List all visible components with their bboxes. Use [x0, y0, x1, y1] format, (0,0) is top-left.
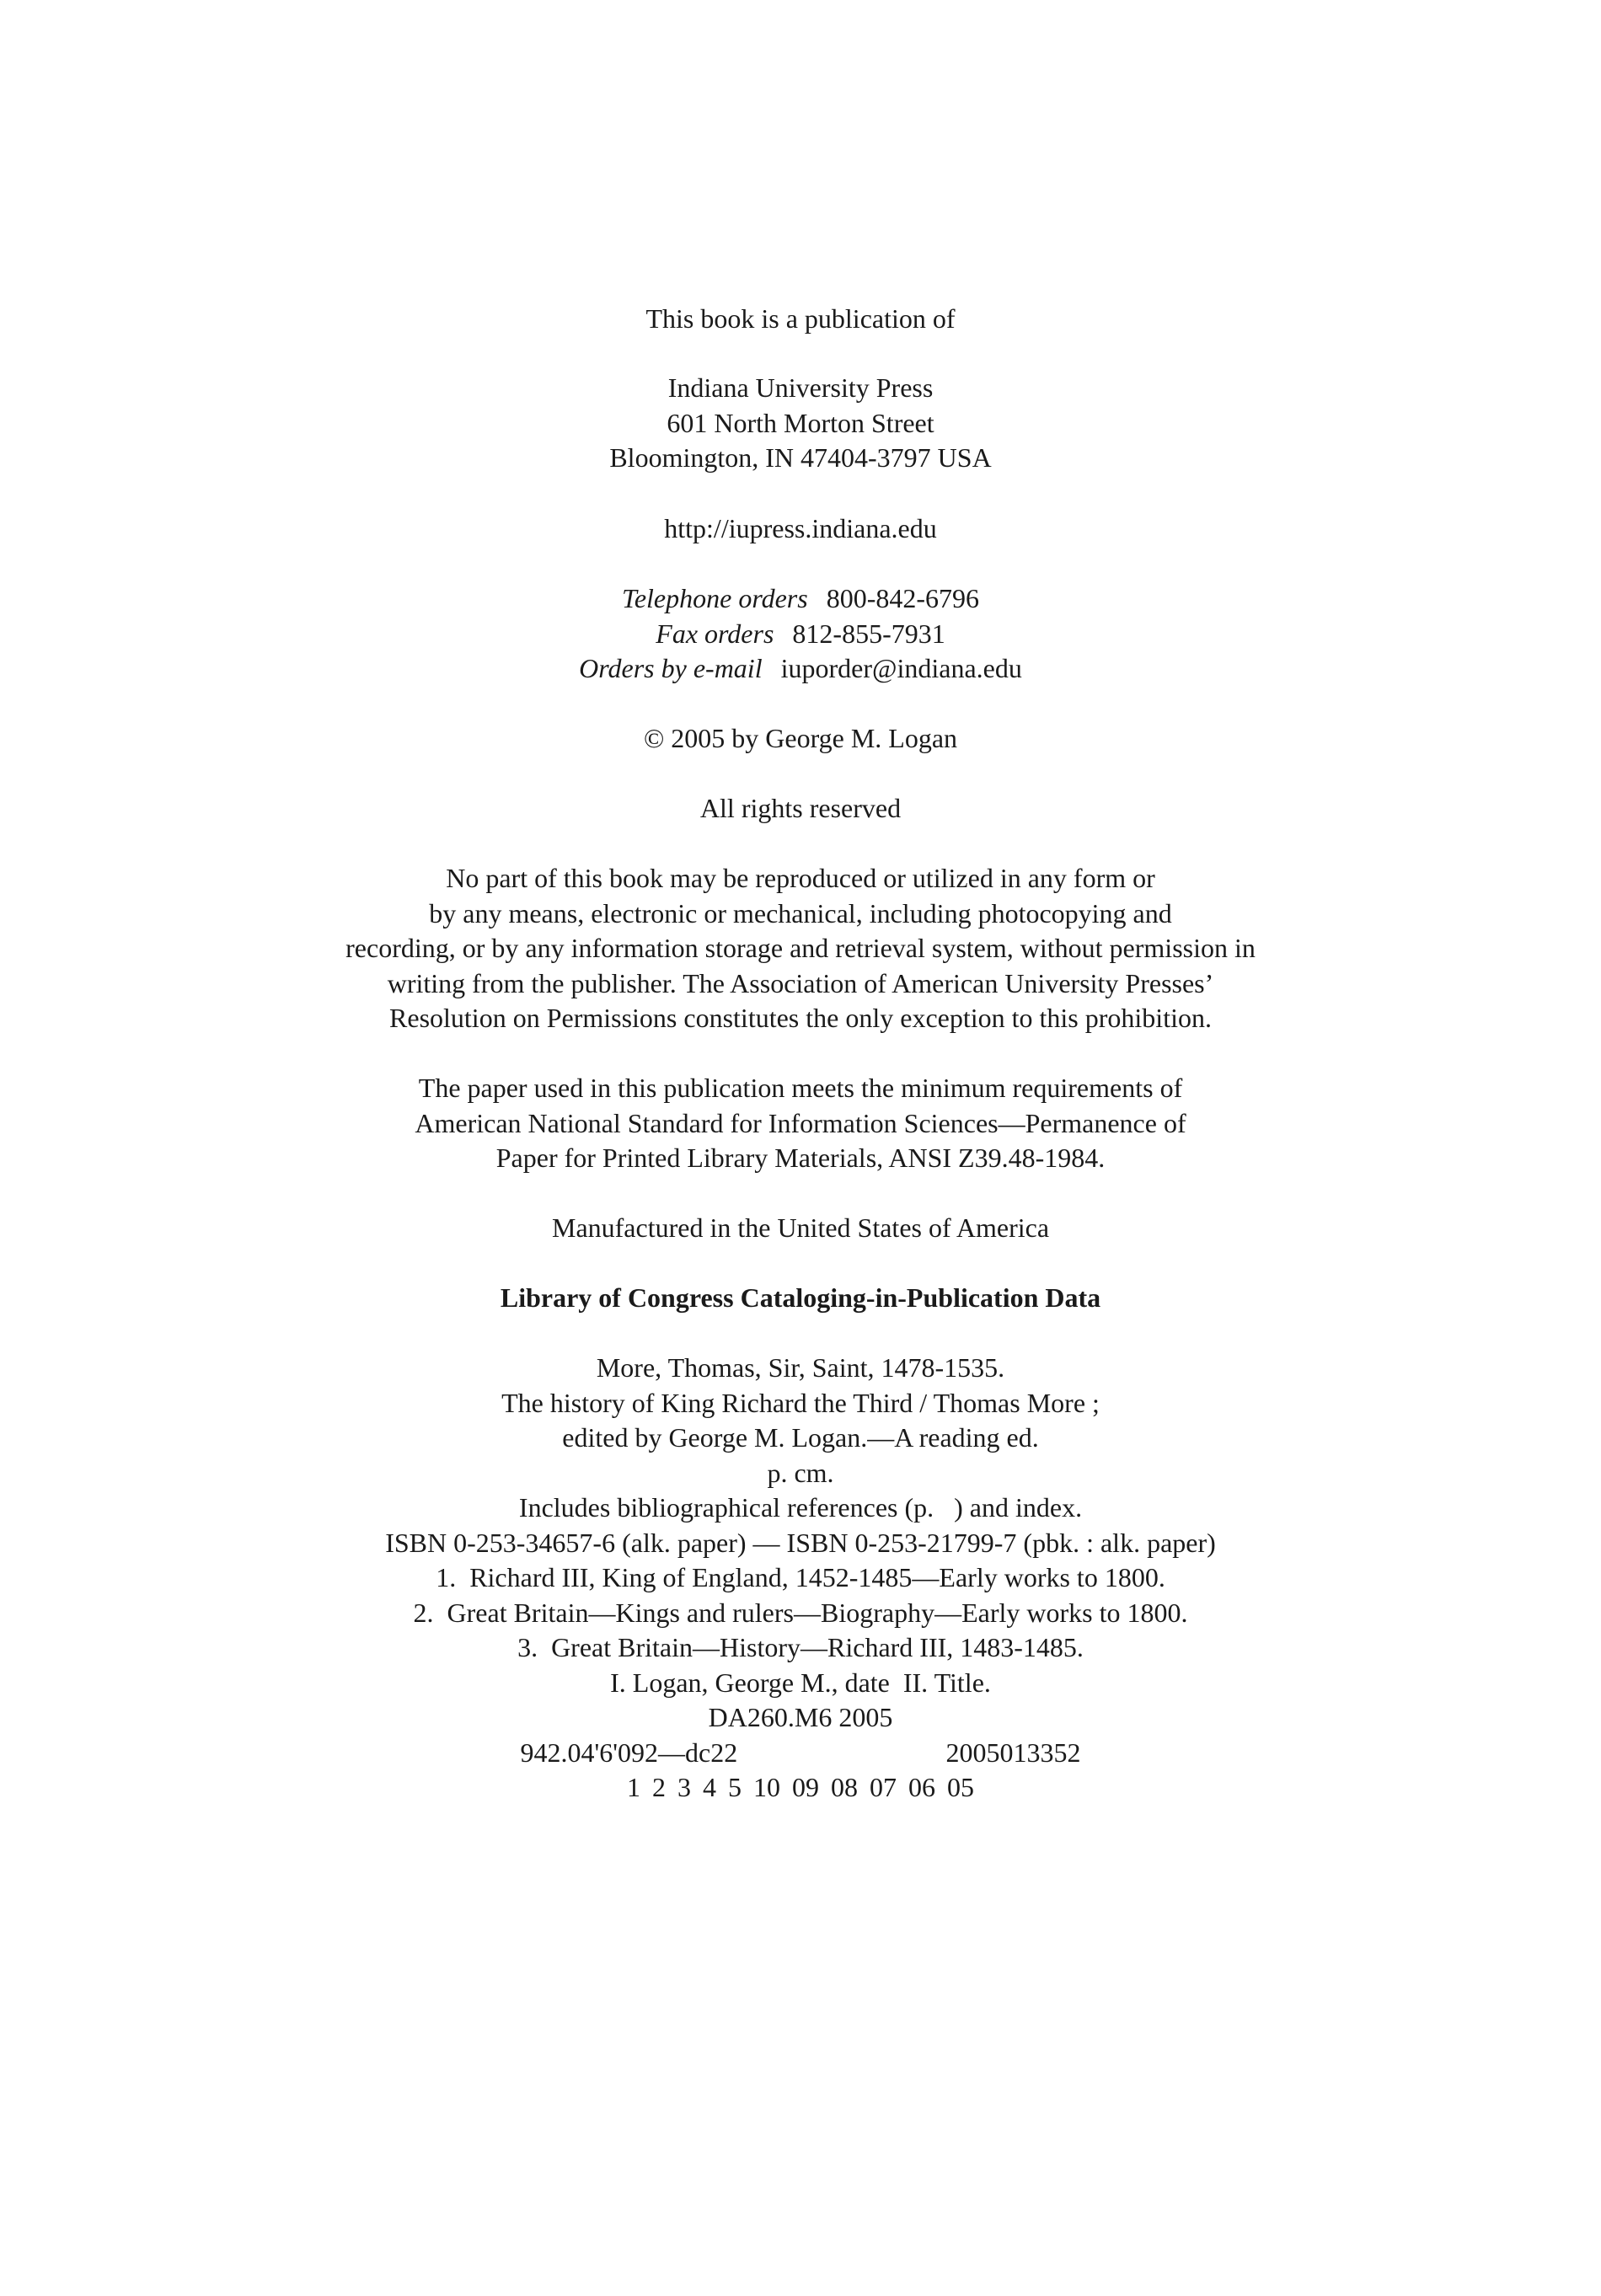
- order-label: Orders by e-mail: [579, 653, 763, 683]
- rights-block: [0, 791, 1601, 827]
- order-label: Fax orders: [656, 618, 774, 649]
- printing-number: 06: [908, 1772, 935, 1802]
- printing-number: 08: [831, 1772, 858, 1802]
- order-line: [0, 581, 1601, 617]
- cip-line: I. Logan, George M., date II. Title.: [610, 1667, 991, 1698]
- publisher-street: 601 North Morton Street: [667, 407, 934, 438]
- cip-line: DA260.M6 2005: [708, 1702, 893, 1732]
- printing-number: 05: [947, 1772, 974, 1802]
- printing-number: 09: [792, 1772, 819, 1802]
- order-line: [0, 651, 1601, 687]
- cip-line: More, Thomas, Sir, Saint, 1478-1535.: [596, 1352, 1005, 1383]
- paper-line: American National Standard for Information Sciences—Permanence of: [415, 1107, 1186, 1138]
- publisher-address: [0, 371, 1601, 476]
- permissions-line: Resolution on Permissions constitutes the only exception to this prohibition.: [389, 1003, 1212, 1033]
- order-line: [0, 617, 1601, 652]
- cip-line: p. cm.: [767, 1457, 834, 1488]
- printing-number: 1: [627, 1772, 640, 1802]
- printing-number: 5: [728, 1772, 742, 1802]
- order-value: iuporder@indiana.edu: [780, 653, 1022, 683]
- cip-data: [0, 1351, 1601, 1806]
- copyright-block: [0, 721, 1601, 757]
- cip-line: 1. Richard III, King of England, 1452-1485—Early works to 1800.: [436, 1562, 1165, 1592]
- copyright-notice: © 2005 by George M. Logan: [643, 723, 958, 753]
- permissions-paragraph: [0, 861, 1601, 1036]
- cip-line: ISBN 0-253-34657-6 (alk. paper) — ISBN 0-253-21799-7 (pbk. : alk. paper): [385, 1527, 1216, 1558]
- permissions-line: writing from the publisher. The Association of American University Presses’: [387, 967, 1214, 998]
- manufactured-block: [0, 1211, 1601, 1246]
- order-value: 800-842-6796: [826, 583, 980, 613]
- manufactured-text: Manufactured in the United States of America: [551, 1212, 1050, 1243]
- cip-line: The history of King Richard the Third / Thomas More ;: [501, 1387, 1100, 1418]
- printing-number: 3: [677, 1772, 691, 1802]
- printing-number: 2: [652, 1772, 666, 1802]
- publisher-url-block: [0, 511, 1601, 547]
- paper-paragraph: [0, 1071, 1601, 1176]
- permissions-line: No part of this book may be reproduced or utilized in any form or: [446, 863, 1155, 893]
- publication-of-text: [0, 302, 1601, 337]
- cip-heading: Library of Congress Cataloging-in-Publication Data: [500, 1282, 1101, 1313]
- printing-line: [0, 1770, 1601, 1806]
- cip-heading-block: [0, 1281, 1601, 1316]
- printing-number: 07: [870, 1772, 897, 1802]
- permissions-line: recording, or by any information storage and retrieval system, without permission in: [345, 933, 1256, 963]
- permissions-line: by any means, electronic or mechanical, including photocopying and: [429, 897, 1172, 929]
- cip-line: edited by George M. Logan.—A reading ed.: [562, 1422, 1039, 1453]
- paper-line: The paper used in this publication meets the minimum requirements of: [418, 1073, 1183, 1103]
- publication-of-line: This book is a publication of: [645, 303, 956, 334]
- publisher-url: http://iupress.indiana.edu: [664, 513, 937, 543]
- publisher-city: Bloomington, IN 47404-3797 USA: [609, 442, 992, 473]
- printing-number: 4: [703, 1772, 716, 1802]
- lccn-number: 2005013352: [945, 1737, 1081, 1768]
- cip-line: 3. Great Britain—History—Richard III, 1483-1485.: [517, 1632, 1084, 1662]
- orders-block: [0, 581, 1601, 687]
- cip-line: Includes bibliographical references (p. ) and index.: [518, 1492, 1083, 1523]
- paper-line: Paper for Printed Library Materials, ANSI Z39.48-1984.: [495, 1143, 1106, 1173]
- cip-call-numbers: [0, 1736, 1601, 1771]
- printing-number: 10: [753, 1772, 780, 1802]
- order-label: Telephone orders: [621, 583, 808, 613]
- cip-line: 2. Great Britain—Kings and rulers—Biography—Early works to 1800.: [413, 1597, 1188, 1628]
- order-value: 812-855-7931: [792, 618, 945, 649]
- dewey-number: 942.04'6'092—dc22: [520, 1737, 738, 1768]
- rights-reserved: All rights reserved: [699, 793, 902, 823]
- publisher-name: Indiana University Press: [667, 372, 934, 403]
